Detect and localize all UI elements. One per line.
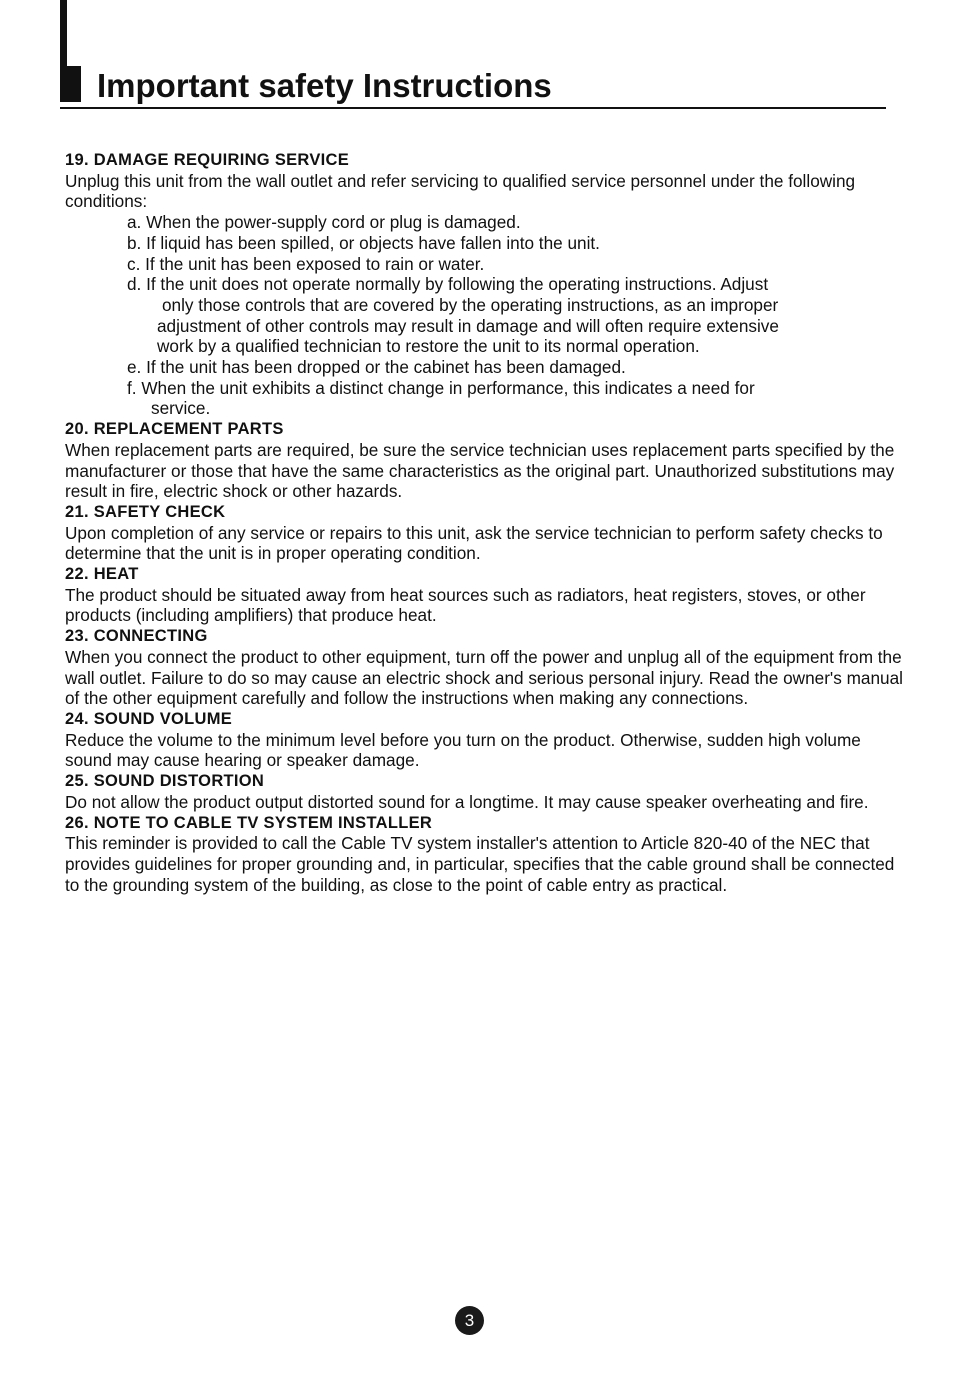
section-body: Do not allow the product output distorted sound for a longtime. It may cause speaker overheating and fire. — [65, 791, 869, 812]
list-item-continuation: work by a qualified technician to restore the unit to its normal operation. — [157, 336, 700, 357]
section-cable-tv-installer-note — [65, 813, 910, 896]
conditions-list — [65, 212, 910, 419]
section-damage-requiring-service — [65, 150, 910, 419]
section-heading: 22. HEAT — [65, 565, 139, 584]
section-heading: 19. DAMAGE REQUIRING SERVICE — [65, 151, 350, 169]
section-body: When you connect the product to other equipment, turn off the power and unplug all of the equipment from the wall outlet. Failure to do so may cause an electric shock and serious personal injury. Read the owner's manual of the other equipment carefully and follow the instructions when making any connections. — [65, 646, 903, 709]
section-body: Upon completion of any service or repairs to this unit, ask the service technician to perform safety checks to determine that the unit is in proper operating condition. — [65, 522, 883, 564]
section-heading: 25. SOUND DISTORTION — [65, 772, 265, 791]
page-number: 3 — [455, 1306, 484, 1335]
section-sound-distortion — [65, 771, 910, 812]
section-safety-check — [65, 502, 910, 564]
section-replacement-parts — [65, 419, 910, 502]
list-item-continuation: adjustment of other controls may result in damage and will often require extensive — [157, 315, 779, 336]
page-title: Important safety Instructions — [97, 67, 552, 104]
header-accent-block — [60, 66, 81, 102]
list-item-text: f. When the unit exhibits a distinct change in performance, this indicates a need for — [127, 377, 755, 398]
section-body: Reduce the volume to the minimum level before you turn on the product. Otherwise, sudden high volume sound may cause hearing or speaker damage. — [65, 729, 861, 771]
list-item — [127, 274, 910, 357]
section-heading: 23. CONNECTING — [65, 627, 208, 646]
title-underline — [60, 107, 886, 109]
section-intro: Unplug this unit from the wall outlet and refer servicing to qualified service personnel under the following conditions: — [65, 170, 856, 212]
list-item — [127, 378, 910, 419]
list-item: c. If the unit has been exposed to rain or water. — [127, 253, 485, 274]
list-item: e. If the unit has been dropped or the cabinet has been damaged. — [127, 357, 626, 378]
list-item-continuation: only those controls that are covered by the operating instructions, as an improper — [162, 294, 779, 315]
list-item: b. If liquid has been spilled, or objects have fallen into the unit. — [127, 232, 600, 253]
section-body: This reminder is provided to call the Cable TV system installer's attention to Article 820-40 of the NEC that provides guidelines for proper grounding and, in particular, specifies that the cable ground shall be connected to the grounding system of the building, as close to the point of cable entry as practical. — [65, 833, 895, 895]
header-accent-bar — [60, 0, 67, 66]
list-item-text: d. If the unit does not operate normally by following the operating instructions. Adjust — [127, 274, 769, 295]
section-body: When replacement parts are required, be sure the service technician uses replacement parts specified by the manufacturer or those that have the same characteristics as the original part. Unauthorized substitutions may result in fire, electric shock or other hazards. — [65, 439, 895, 502]
list-item: a. When the power-supply cord or plug is damaged. — [127, 212, 521, 233]
section-sound-volume — [65, 709, 910, 771]
instructions-body — [65, 150, 910, 895]
section-heading: 24. SOUND VOLUME — [65, 709, 233, 728]
section-heat — [65, 564, 910, 626]
section-heading: 20. REPLACEMENT PARTS — [65, 420, 284, 439]
section-heading: 26. NOTE TO CABLE TV SYSTEM INSTALLER — [65, 813, 433, 832]
section-body: The product should be situated away from heat sources such as radiators, heat registers, stoves, or other products (including amplifiers) that produce heat. — [65, 584, 866, 626]
section-heading: 21. SAFETY CHECK — [65, 502, 226, 521]
section-connecting — [65, 626, 910, 709]
list-item-continuation: service. — [151, 398, 211, 419]
